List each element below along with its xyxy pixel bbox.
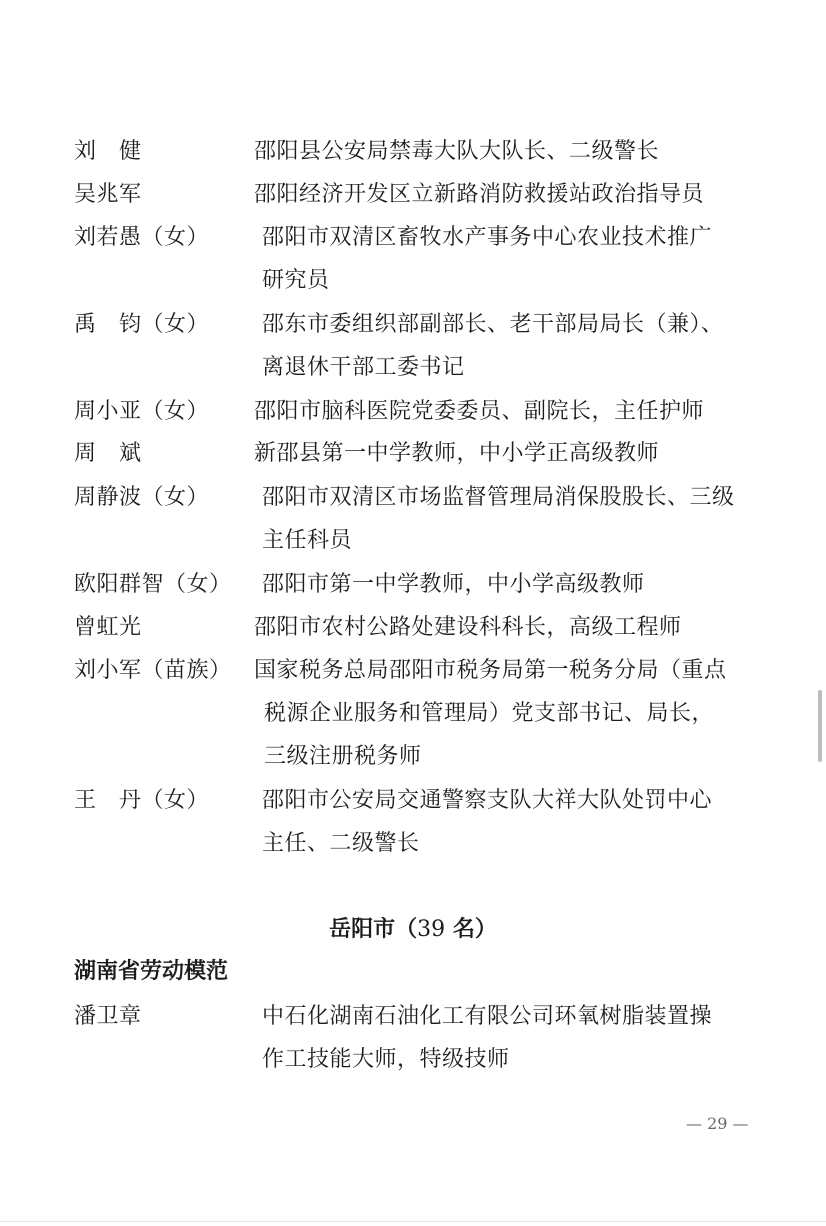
- person-description: [262, 476, 772, 562]
- description-line: 邵东市委组织部副部长、老干部局局长（兼）、: [262, 312, 724, 337]
- person-name: 吴兆军: [74, 182, 142, 207]
- person-description: [254, 432, 764, 475]
- description-line: 国家税务总局邵阳市税务局第一税务分局（重点: [254, 658, 727, 683]
- person-name: 刘 健: [74, 139, 142, 164]
- description-line: 邵阳市双清区畜牧水产事务中心农业技术推广: [262, 225, 713, 250]
- person-name: 潘卫章: [74, 1004, 142, 1029]
- description-line: 税源企业服务和管理局）党支部书记、局长，: [264, 701, 715, 726]
- scrollbar-thumb[interactable]: [818, 690, 822, 762]
- city-heading-count: 39: [417, 917, 446, 942]
- description-line: 邵阳经济开发区立新路消防救援站政治指导员: [254, 182, 705, 207]
- person-description: [254, 390, 764, 433]
- city-heading-suffix: 名）: [445, 917, 497, 942]
- description-line: 主任科员: [262, 528, 353, 553]
- person-description: [262, 995, 772, 1081]
- description-line: 邵阳县公安局禁毒大队大队长、二级警长: [254, 139, 660, 164]
- description-line: 邵阳市脑科医院党委委员、副院长，主任护师: [254, 399, 705, 424]
- person-name: 刘若愚（女）: [74, 225, 210, 250]
- section-heading: 湖南省劳动模范: [74, 959, 229, 984]
- person-name: 刘小军（苗族）: [74, 658, 232, 683]
- description-line: 邵阳市双清区市场监督管理局消保股股长、三级: [262, 485, 735, 510]
- person-name: 周 斌: [74, 441, 142, 466]
- description-line: 主任、二级警长: [262, 831, 420, 856]
- person-name: 禹 钧（女）: [74, 312, 210, 337]
- description-line: 作工技能大师，特级技师: [262, 1047, 510, 1072]
- person-name: 曾虹光: [74, 615, 142, 640]
- person-description: [254, 173, 764, 216]
- person-description: [262, 779, 772, 865]
- description-line: 中石化湖南石油化工有限公司环氧树脂装置操: [262, 1004, 713, 1029]
- description-line: 三级注册税务师: [264, 744, 422, 769]
- description-line: 离退休干部工委书记: [262, 355, 465, 380]
- description-line: 新邵县第一中学教师，中小学正高级教师: [254, 441, 660, 466]
- person-name: 周静波（女）: [74, 485, 210, 510]
- person-name: 欧阳群智（女）: [74, 572, 232, 597]
- person-description: [254, 649, 764, 778]
- divider: [0, 1221, 826, 1222]
- description-line: 研究员: [262, 268, 330, 293]
- person-name: 王 丹（女）: [74, 788, 210, 813]
- city-heading-city: 岳阳市（: [329, 917, 418, 942]
- person-description: [254, 606, 764, 649]
- person-description: [262, 563, 772, 606]
- description-line: 邵阳市农村公路处建设科科长，高级工程师: [254, 615, 682, 640]
- city-heading: [0, 910, 826, 950]
- page-number: — 29 —: [686, 1114, 749, 1133]
- person-description: [262, 303, 772, 389]
- person-description: [262, 216, 772, 302]
- description-line: 邵阳市第一中学教师，中小学高级教师: [262, 572, 645, 597]
- person-name: 周小亚（女）: [74, 399, 210, 424]
- description-line: 邵阳市公安局交通警察支队大祥大队处罚中心: [262, 788, 713, 813]
- person-description: [254, 130, 764, 173]
